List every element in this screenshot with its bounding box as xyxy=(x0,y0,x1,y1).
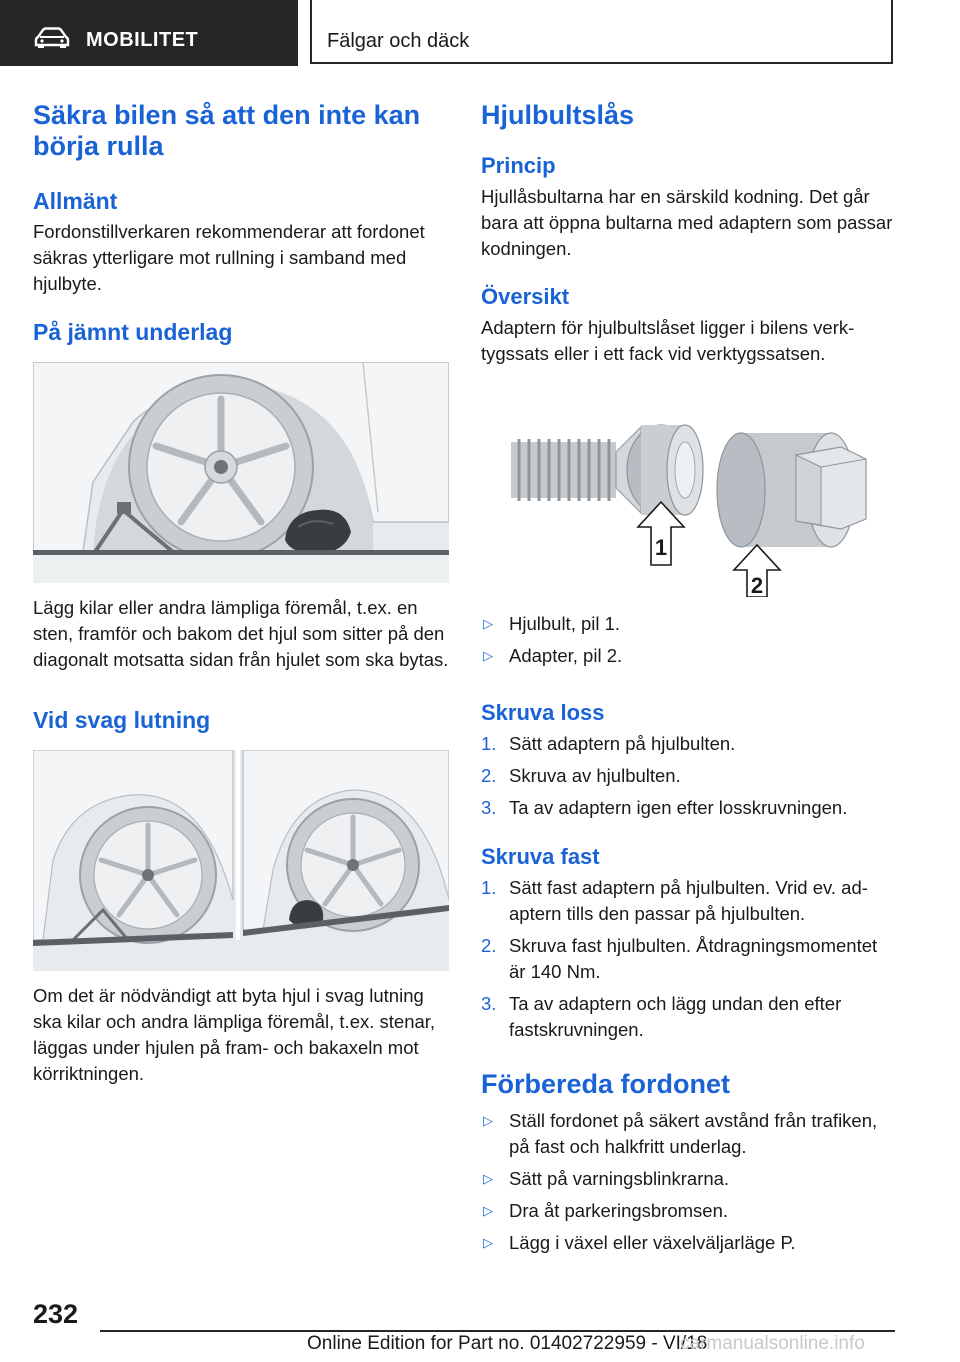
list-item: ▷ Dra åt parkeringsbromsen. xyxy=(481,1198,896,1224)
section-title-secure-car: Säkra bilen så att den inte kan börja rulla xyxy=(33,100,421,161)
list-item: 2. Skruva fast hjulbulten. Åtdragningsmomentet är 140 Nm. xyxy=(481,935,878,982)
list-item: ▷ Lägg i växel eller växelväljarläge P. xyxy=(481,1230,896,1256)
heading-slope: Vid svag lutning xyxy=(33,707,211,733)
figure-label-1: 1 xyxy=(654,535,668,560)
figure-label-2: 2 xyxy=(750,573,764,597)
principle-text: Hjullåsbultarna har en särskild kodning. Det går bara att öppna bultarna med adaptern som passar kodningen. xyxy=(481,186,893,259)
section-tab xyxy=(0,0,298,66)
car-icon xyxy=(34,27,70,49)
heading-overview: Översikt xyxy=(481,284,570,309)
list-item: ▷ Sätt på varningsblinkrarna. xyxy=(481,1166,896,1192)
triangle-bullet-icon: ▷ xyxy=(483,648,493,663)
prepare-list xyxy=(481,1108,896,1256)
triangle-bullet-icon: ▷ xyxy=(483,1171,493,1186)
list-item: 3. Ta av adaptern igen efter losskruvningen. xyxy=(481,797,848,818)
watermark: carmanualsonline.info xyxy=(680,1333,865,1354)
triangle-bullet-icon: ▷ xyxy=(483,616,493,631)
slope-illustration xyxy=(33,750,449,971)
triangle-bullet-icon: ▷ xyxy=(483,1235,493,1250)
triangle-bullet-icon: ▷ xyxy=(483,1203,493,1218)
overview-text: Adaptern för hjulbultslåset ligger i bilens verktygssats eller i ett fack vid verktygssatsen. xyxy=(481,317,855,364)
triangle-bullet-icon: ▷ xyxy=(483,1113,493,1128)
list-item: 2. Skruva av hjulbulten. xyxy=(481,765,681,786)
heading-tighten: Skruva fast xyxy=(481,844,600,869)
list-item: 3. Ta av adaptern och lägg undan den efter fastskruvningen. xyxy=(481,993,842,1040)
footer-divider xyxy=(100,1330,895,1332)
list-item: ▷ Hjulbult, pil 1. xyxy=(481,611,896,637)
right-column xyxy=(481,100,896,1256)
wheel-lock-illustration xyxy=(481,397,896,597)
list-item: ▷ Adapter, pil 2. xyxy=(481,643,896,669)
heading-principle: Princip xyxy=(481,153,556,178)
page-number: 232 xyxy=(33,1299,79,1329)
level-ground-illustration xyxy=(33,362,449,583)
section-title-prepare: Förbereda fordonet xyxy=(481,1069,731,1099)
overview-list xyxy=(481,611,896,669)
loosen-steps xyxy=(481,731,896,821)
list-item: 1. Sätt fast adaptern på hjulbulten. Vrid ev. adaptern tills den passar på hjulbulten. xyxy=(481,877,868,924)
list-item: ▷ Ställ fordonet på säkert avstånd från trafiken, på fast och halkfritt underlag. xyxy=(483,1110,878,1157)
general-text: Fordonstillverkaren rekommenderar att fordonet säkras ytterligare mot rullning i samband med hjulbyte. xyxy=(33,221,425,294)
level-ground-text: Lägg kilar eller andra lämpliga föremål, t.ex. en sten, framför och bakom det hjul som sitter på den diagonalt motsatta sidan från hjulet som ska bytas. xyxy=(33,597,449,670)
heading-loosen: Skruva loss xyxy=(481,700,605,725)
tighten-steps xyxy=(481,875,896,1043)
edition-text: Online Edition for Part no. 01402722959 - VI/18 xyxy=(307,1333,708,1354)
chapter-header xyxy=(310,0,893,64)
section-title-wheel-lock: Hjulbultslås xyxy=(481,100,635,130)
left-column xyxy=(33,100,449,1087)
section-label: MOBILITET xyxy=(86,29,199,51)
list-item: 1. Sätt adaptern på hjulbulten. xyxy=(481,733,736,754)
heading-general: Allmänt xyxy=(33,188,118,214)
slope-text: Om det är nödvändigt att byta hjul i svag lutning ska kilar och andra lämpliga föremål, t.ex. stenar, läggas under hjulen på fram- och bakaxeln mot körriktningen. xyxy=(33,985,436,1084)
chapter-title: Fälgar och däck xyxy=(327,30,470,52)
heading-level-ground: På jämnt underlag xyxy=(33,319,233,345)
